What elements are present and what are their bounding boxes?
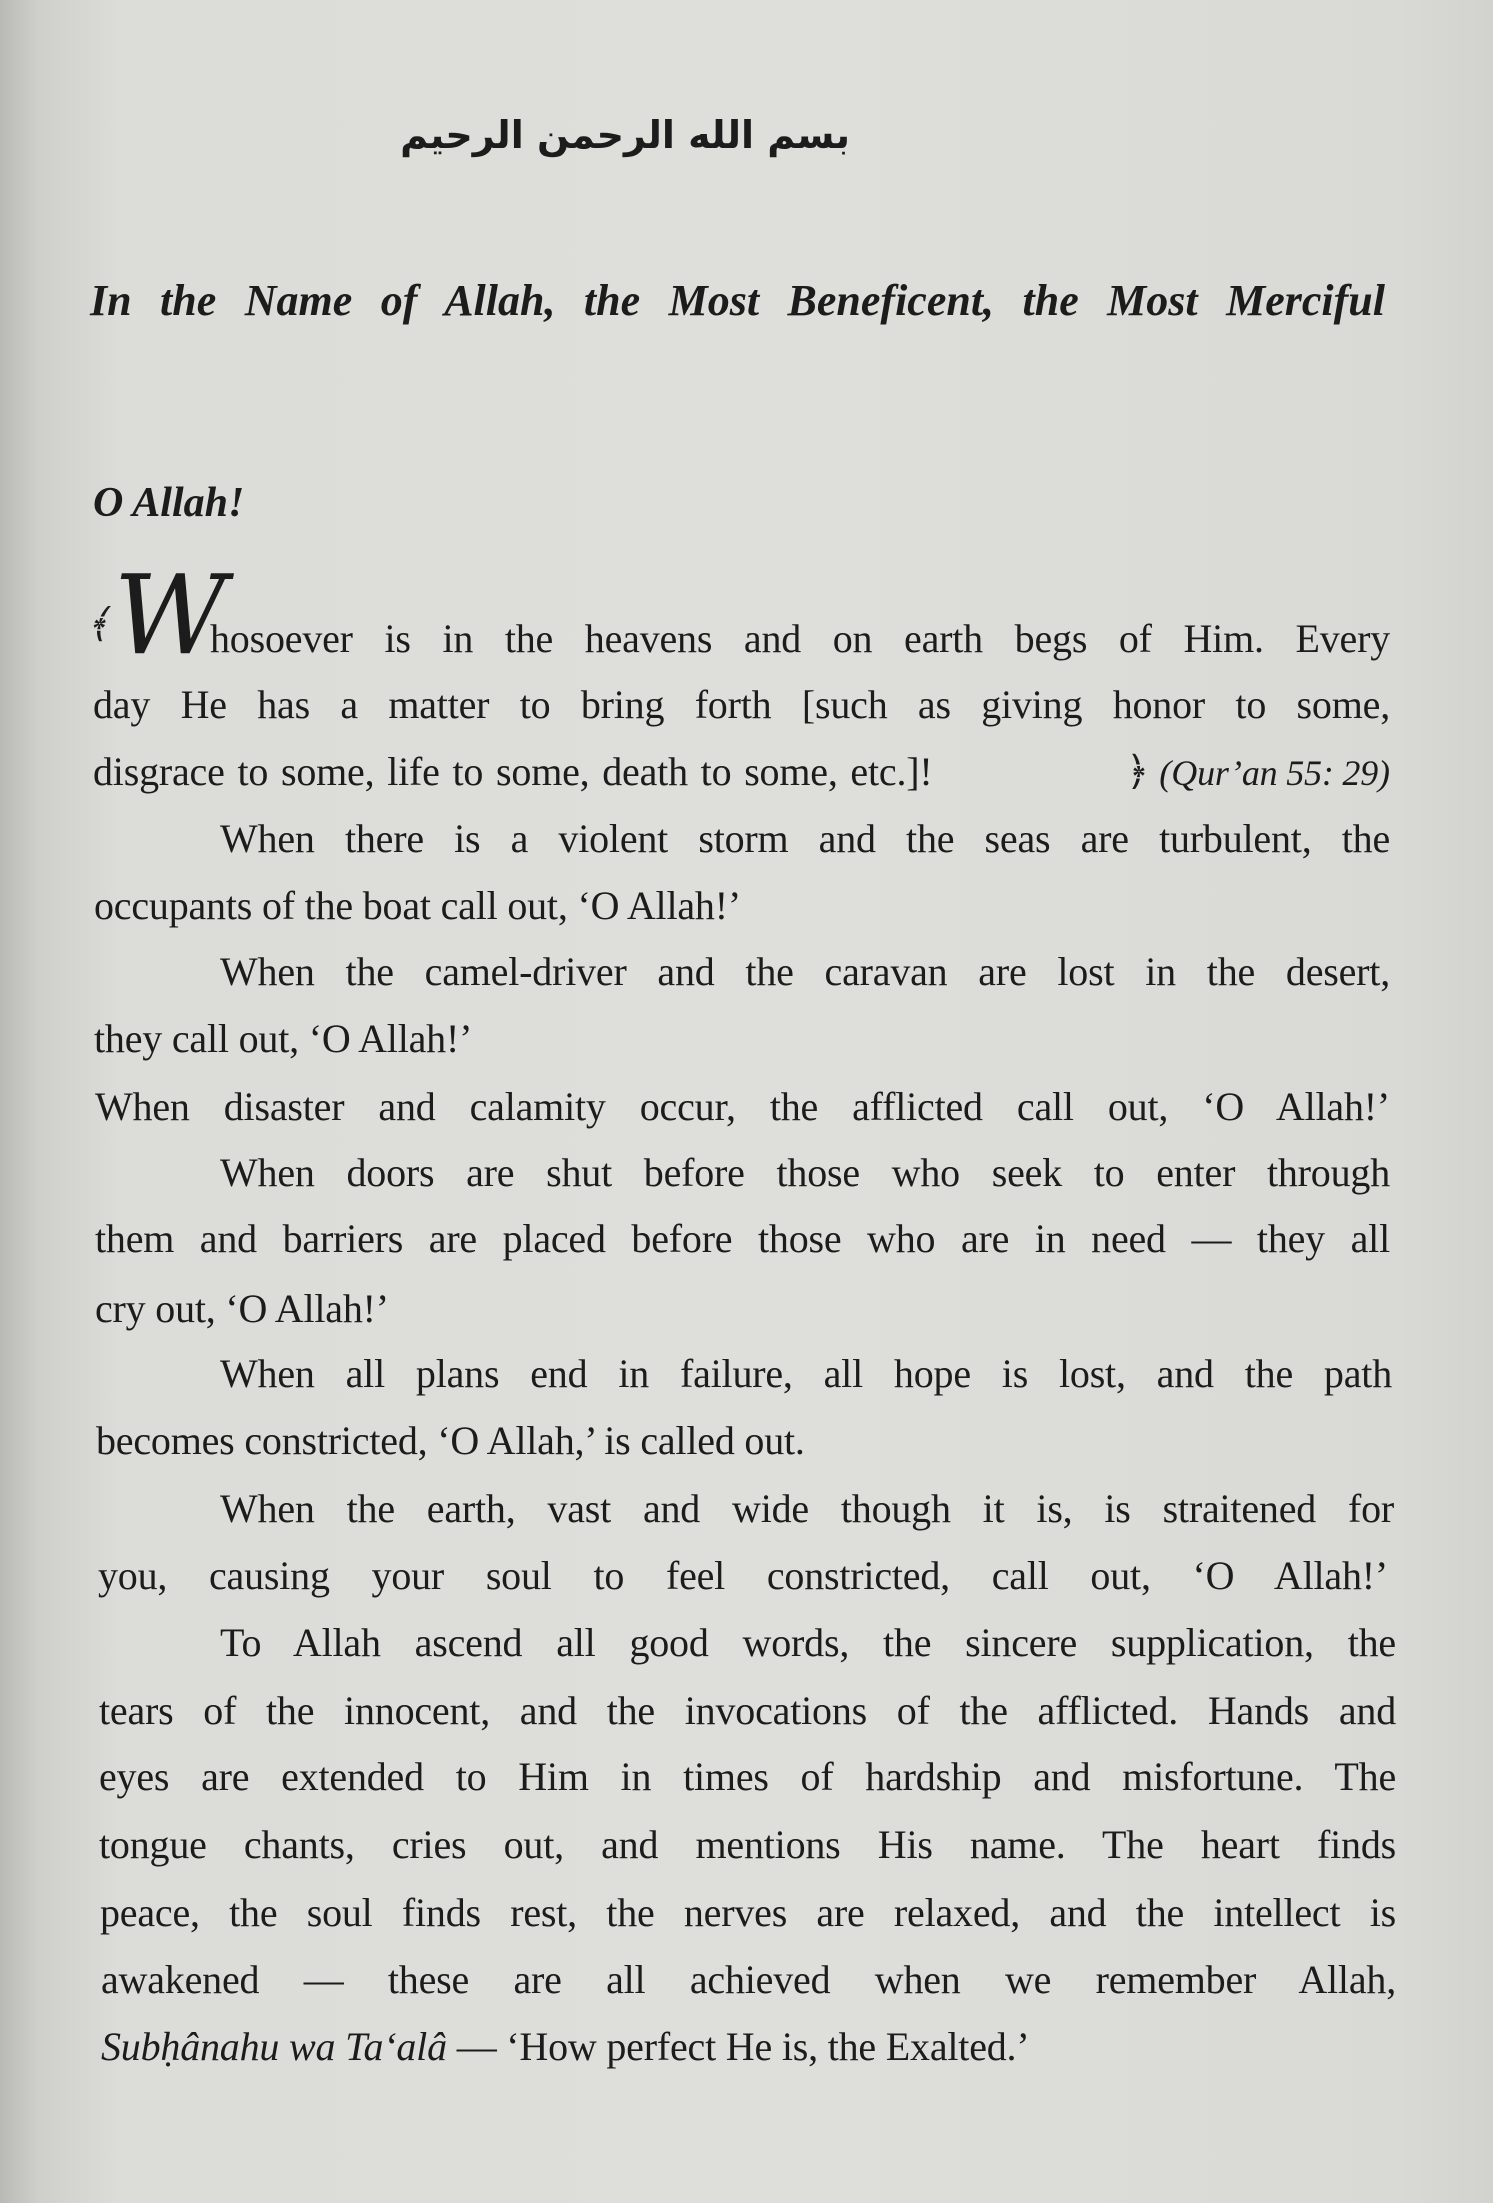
text-line: When disaster and calamity occur, the afflicted call out, ‘O Allah!’ [95, 1084, 1390, 1129]
text-line: them and barriers are placed before those who are in need — they all [95, 1216, 1390, 1261]
text-line: When there is a violent storm and the seas are turbulent, the [220, 816, 1390, 861]
citation: (Qur’an 55: 29) [1159, 753, 1390, 793]
drop-cap [86, 551, 227, 679]
quran-open-bracket: ﴾ [86, 601, 110, 648]
text-line: eyes are extended to Him in times of hardship and misfortune. The [99, 1754, 1396, 1799]
text-line: awakened — these are all achieved when we remember Allah, [101, 1957, 1396, 2002]
section-title: O Allah! [93, 480, 245, 526]
text-line [101, 2014, 1029, 2080]
bismillah-calligraphy: بسم الله الرحمن الرحيم [400, 113, 850, 157]
text-line: you, causing your soul to feel constricted, call out, ‘O Allah!’ [98, 1553, 1388, 1598]
quran-text: disgrace to some, life to some, death to some, etc.]! [93, 749, 933, 794]
quran-close-bracket: ﴿ [1125, 749, 1150, 794]
text-line: cry out, ‘O Allah!’ [95, 1286, 389, 1331]
translation: — ‘How perfect He is, the Exalted.’ [446, 2024, 1030, 2069]
text-line: occupants of the boat call out, ‘O Allah!’ [94, 883, 741, 928]
text-line: day He has a matter to bring forth [such as giving honor to some, [93, 682, 1390, 727]
drop-cap-letter: W [113, 551, 227, 679]
text-line [93, 739, 1390, 805]
text-line: To Allah ascend all good words, the sincere supplication, the [220, 1620, 1396, 1665]
text-line: tears of the innocent, and the invocations of the afflicted. Hands and [99, 1688, 1396, 1733]
text-line: hosoever is in the heavens and on earth begs of Him. Every [210, 616, 1390, 661]
text-line: When all plans end in failure, all hope is lost, and the path [220, 1351, 1392, 1396]
text-line: When the camel-driver and the caravan are lost in the desert, [220, 949, 1390, 994]
page-heading: In the Name of Allah, the Most Beneficent, the Most Merciful [90, 276, 1385, 325]
transliteration: Subḥânahu wa Ta‘alâ [101, 2024, 447, 2069]
text-line: When doors are shut before those who seek to enter through [220, 1150, 1390, 1195]
text-line: tongue chants, cries out, and mentions His name. The heart finds [99, 1822, 1396, 1867]
text-line: When the earth, vast and wide though it is, is straitened for [220, 1486, 1394, 1531]
text-line: becomes constricted, ‘O Allah,’ is called out. [96, 1418, 805, 1463]
text-line: peace, the soul finds rest, the nerves are relaxed, and the intellect is [100, 1890, 1396, 1935]
text-line: they call out, ‘O Allah!’ [94, 1016, 473, 1061]
